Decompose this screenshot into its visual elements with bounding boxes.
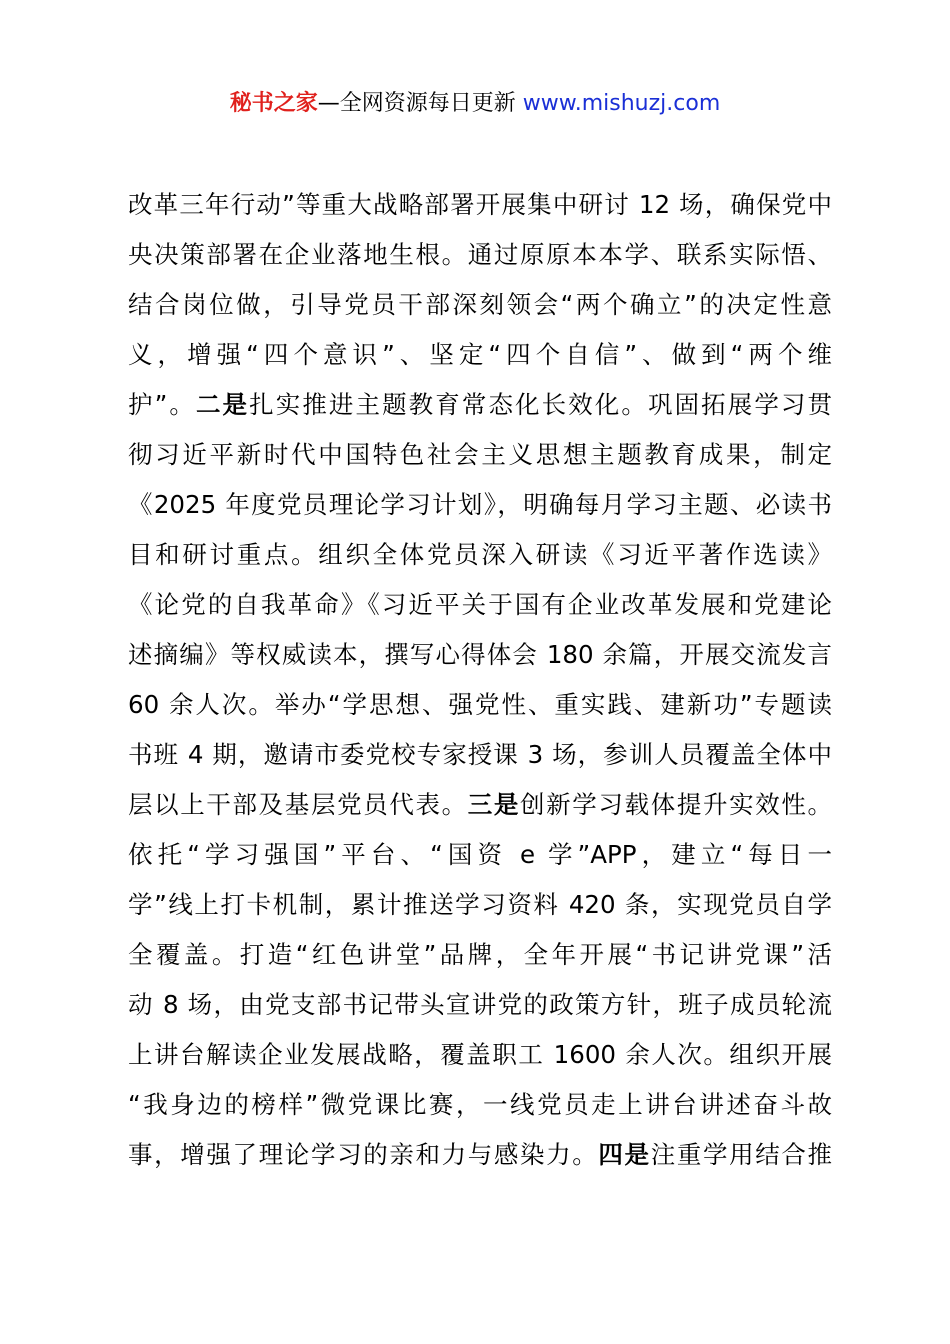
text-line [128,280,832,330]
text-segment: 扎实推进主题教育常态化长效化。巩固拓展学习贯 [249,390,833,419]
text-segment: 《论党的自我革命》《习近平关于国有企业改革发展和党建论 [128,590,832,619]
text-segment: 《2025 年度党员理论学习计划》，明确每月学习主题、必读书 [128,490,832,519]
text-segment: 依托“学习强国”平台、“国资 e 学”APP，建立“每日一 [128,840,832,869]
text-line [128,430,832,480]
text-segment: 创新学习载体提升实效性。 [520,790,833,819]
text-line [128,330,832,380]
text-segment: 学”线上打卡机制，累计推送学习资料 420 条，实现党员自学 [128,890,832,919]
text-segment: 义，增强“四个意识”、坚定“四个自信”、做到“两个维 [128,340,832,369]
text-line [128,230,832,280]
text-line [128,630,832,680]
text-line [128,780,832,830]
text-segment: 改革三年行动”等重大战略部署开展集中研讨 12 场，确保党中 [128,190,832,219]
text-line [128,380,832,430]
text-line [128,680,832,730]
page-header [0,88,950,120]
text-line [128,730,832,780]
bold-lead-phrase: 二是 [195,390,250,419]
text-line [128,580,832,630]
text-segment: 护”。 [128,390,196,419]
text-segment: 60 余人次。举办“学思想、强党性、重实践、建新功”专题读 [128,690,832,719]
text-segment: 目和研讨重点。组织全体党员深入研读《习近平著作选读》 [128,540,832,569]
text-segment: 述摘编》等权威读本，撰写心得体会 180 余篇，开展交流发言 [128,640,832,669]
text-segment: 书班 4 期，邀请市委党校专家授课 3 场，参训人员覆盖全体中 [128,740,832,769]
text-segment: 层以上干部及基层党员代表。 [128,790,468,819]
text-segment: 动 8 场，由党支部书记带头宣讲党的政策方针，班子成员轮流 [128,990,832,1019]
text-line [128,180,832,230]
text-line [128,480,832,530]
text-segment: 注重学用结合推 [650,1140,833,1169]
text-segment: 事，增强了理论学习的亲和力与感染力。 [128,1140,599,1169]
text-segment: 全覆盖。打造“红色讲堂”品牌，全年开展“书记讲党课”活 [128,940,832,969]
body-paragraph [128,180,832,1180]
text-segment: 彻习近平新时代中国特色社会主义思想主题教育成果，制定 [128,440,832,469]
site-tagline: —全网资源每日更新 [317,91,523,116]
text-segment: 结合岗位做，引导党员干部深刻领会“两个确立”的决定性意 [128,290,832,319]
bold-lead-phrase: 三是 [467,790,521,819]
text-line [128,530,832,580]
bold-lead-phrase: 四是 [598,1140,651,1169]
text-line [128,1080,832,1130]
text-segment: 央决策部署在企业落地生根。通过原原本本学、联系实际悟、 [128,240,832,269]
text-line [128,880,832,930]
text-segment: 上讲台解读企业发展战略，覆盖职工 1600 余人次。组织开展 [128,1040,832,1069]
site-url-link[interactable]: www.mishuzj.com [522,91,721,116]
text-line [128,1030,832,1080]
text-line [128,930,832,980]
text-line [128,980,832,1030]
text-line [128,1130,832,1180]
text-line [128,830,832,880]
site-name: 秘书之家 [229,91,318,116]
text-segment: “我身边的榜样”微党课比赛，一线党员走上讲台讲述奋斗故 [128,1090,832,1119]
